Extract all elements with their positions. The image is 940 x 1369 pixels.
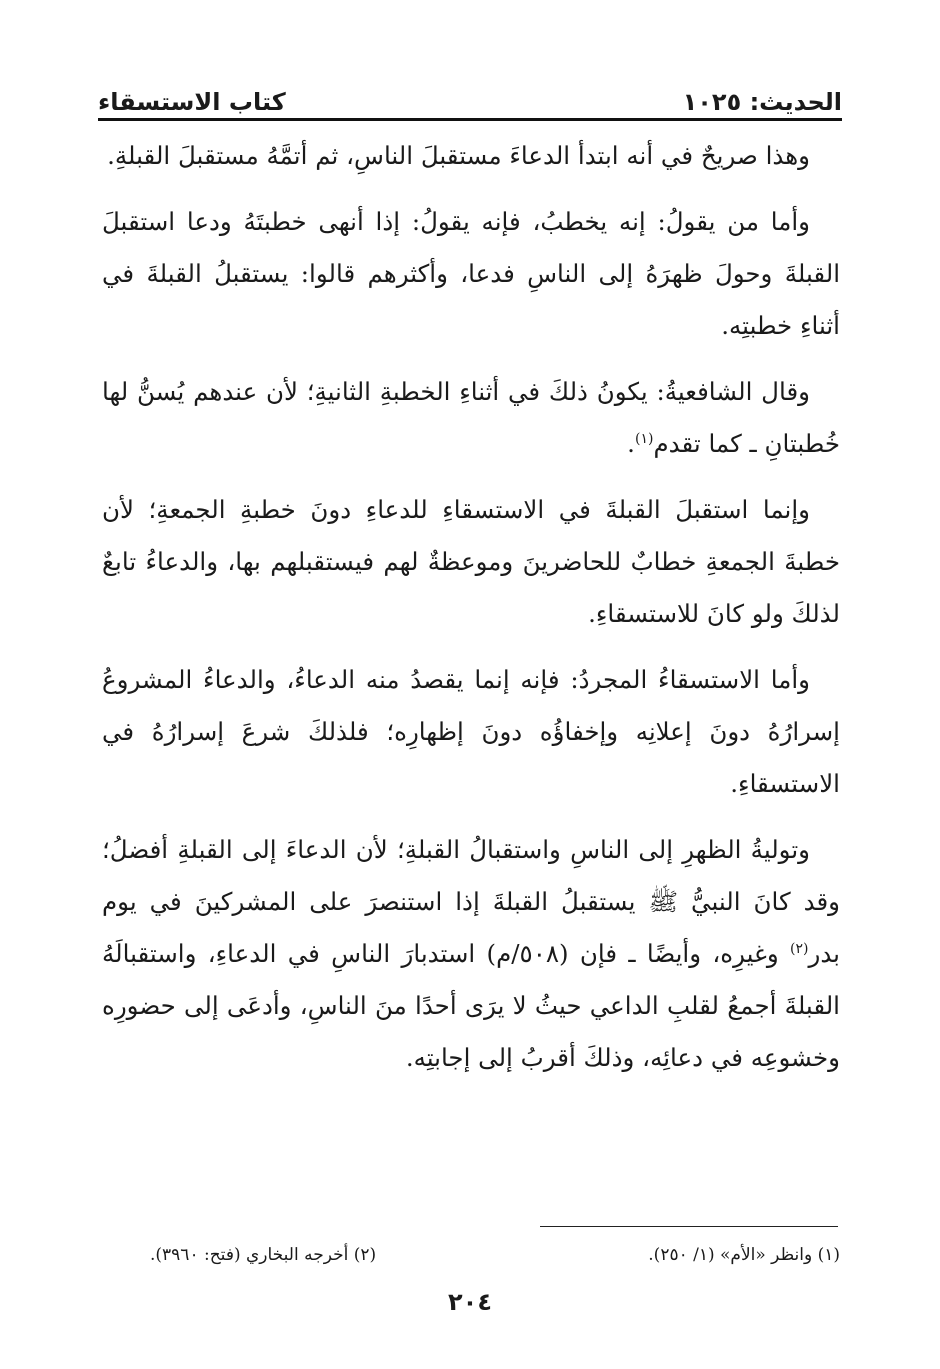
paragraph-text: وقال الشافعيةُ: يكونُ ذلكَ في أثناءِ الخطبةِ الثانيةِ؛ لأن عندهم يُسنُّ لها خُطبتانِ ـ كما تقدم — [102, 377, 840, 458]
footnote-ref-2[interactable]: (٢) — [790, 940, 809, 957]
footnote-2: (٢) أخرجه البخاري (فتح: ٣٩٦٠). — [150, 1245, 377, 1265]
footnotes — [150, 1240, 840, 1270]
paragraph-2 — [102, 196, 840, 352]
page-number: ٢٠٤ — [448, 1288, 492, 1316]
paragraph-text-tail: . — [627, 429, 635, 458]
footnote-1: (١) وانظر «الأم» (١/ ٢٥٠). — [648, 1245, 840, 1265]
paragraph-6 — [102, 824, 840, 1084]
footnote-separator — [540, 1226, 838, 1227]
paragraph-text: وتوليةُ الظهرِ إلى الناسِ واستقبالُ القبلةِ؛ لأن الدعاءَ إلى القبلةِ أفضلُ؛ وقد كانَ النبيُّ ﷺ يستقبلُ القبلةَ إذا استنصرَ على المشركينَ في يوم بدر — [102, 835, 840, 968]
header-rule — [98, 118, 842, 121]
running-header — [98, 76, 842, 116]
body-text — [102, 130, 840, 1098]
paragraph-text: وأما الاستسقاءُ المجردُ: فإنه إنما يقصدُ منه الدعاءُ، والدعاءُ المشروعُ إسرارُهُ دونَ إعلانِه وإخفاؤُه دونَ إظهارِه؛ فلذلكَ شرعَ إسرارُهُ في الاستسقاءِ. — [102, 665, 840, 798]
paragraph-1 — [102, 130, 840, 182]
book-title-label: كتاب الاستسقاء — [98, 88, 286, 116]
paragraph-3 — [102, 366, 840, 470]
hadith-number-label: الحديث: ١٠٢٥ — [682, 88, 842, 116]
paragraph-4 — [102, 484, 840, 640]
footnote-ref-1[interactable]: (١) — [634, 430, 654, 447]
paragraph-text: وهذا صريحٌ في أنه ابتدأ الدعاءَ مستقبلَ الناسِ، ثم أتمَّهُ مستقبلَ القبلةِ. — [107, 141, 810, 170]
paragraph-text: وإنما استقبلَ القبلةَ في الاستسقاءِ للدعاءِ دونَ خطبةِ الجمعةِ؛ لأن خطبةَ الجمعةِ خطابٌ للحاضرينَ وموعظةٌ لهم فيستقبلهم بها، والدعاءُ تابعٌ لذلكَ ولو كانَ للاستسقاءِ. — [102, 495, 840, 628]
paragraph-text: وأما من يقولُ: إنه يخطبُ، فإنه يقولُ: إذا أنهى خطبتَهُ ودعا استقبلَ القبلةَ وحولَ ظهرَهُ إلى الناسِ فدعا، وأكثرهم قالوا: يستقبلُ القبلةَ في أثناءِ خطبتِه. — [102, 207, 840, 340]
paragraph-text-tail: وغيرِه، وأيضًا ـ فإن (٥٠٨/م) استدبارَ الناسِ في الدعاءِ، واستقبالَهُ القبلةَ أجمعُ لقلبِ الداعي حيثُ لا يرَى أحدًا منَ الناسِ، وأدعَى إلى حضورِه وخشوعِه في دعائِه، وذلكَ أقربُ إلى إجابتِه. — [102, 939, 840, 1072]
paragraph-5 — [102, 654, 840, 810]
